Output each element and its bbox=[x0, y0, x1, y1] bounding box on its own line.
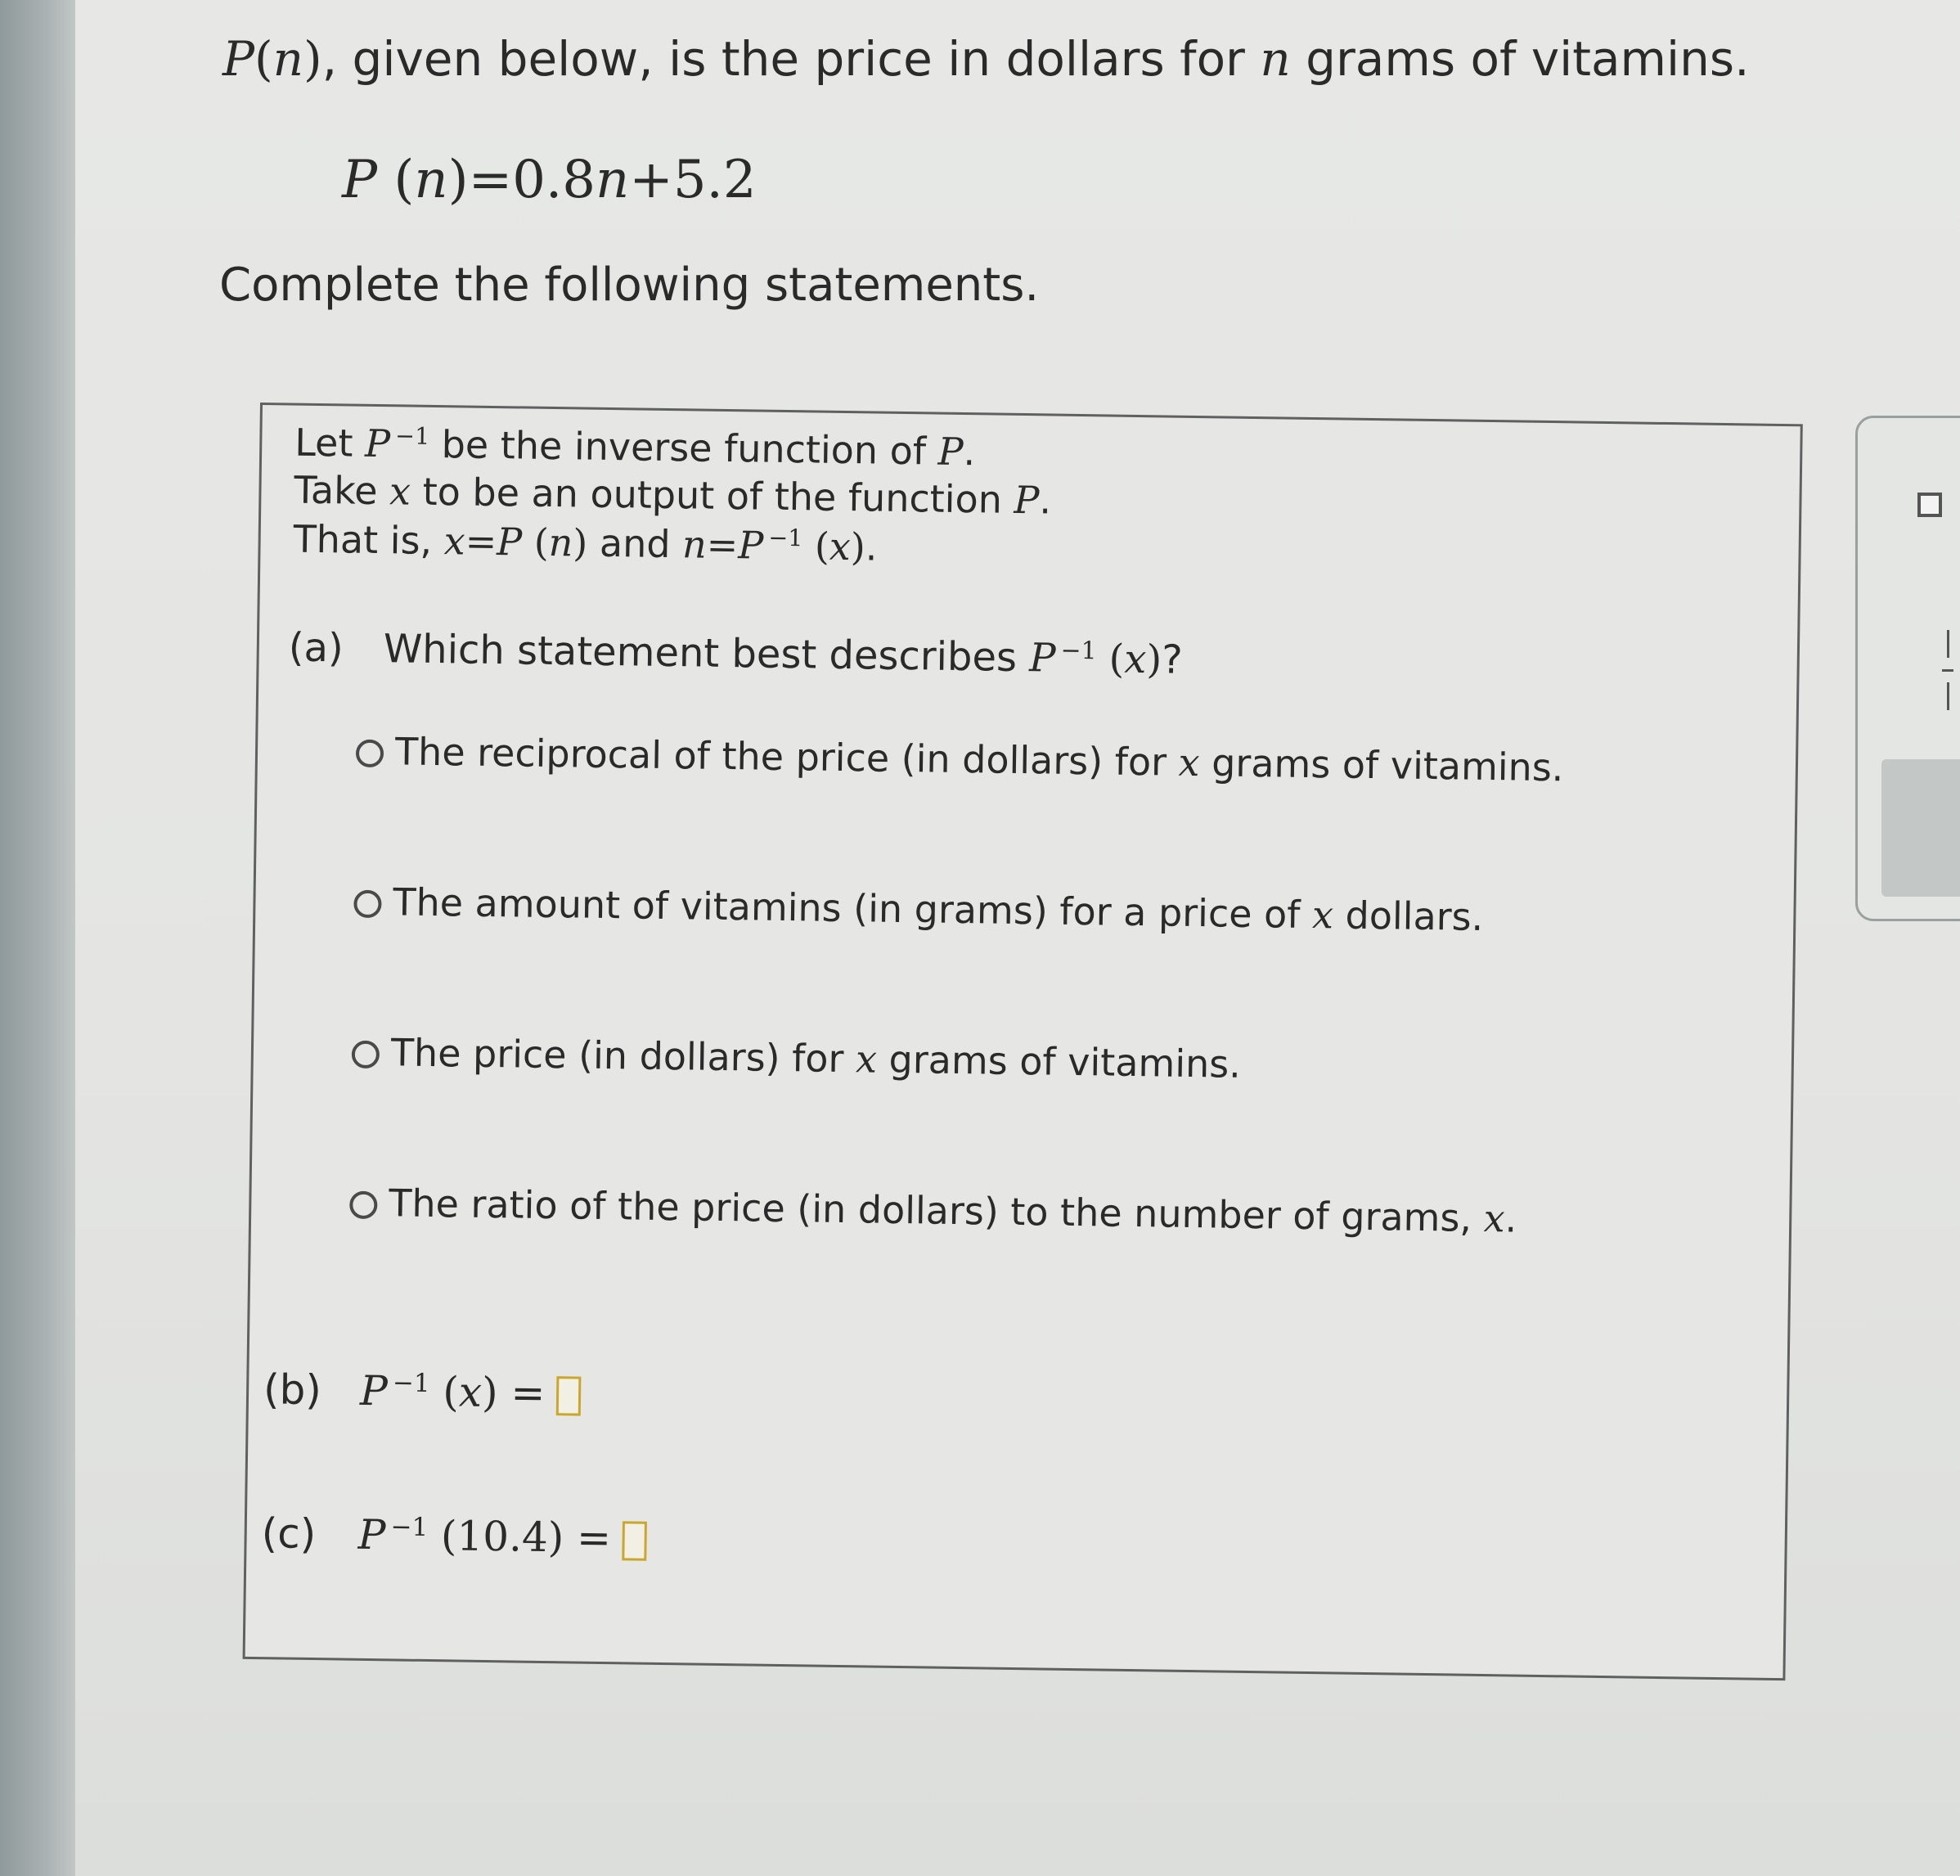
question-a-text: Which statement best describes bbox=[383, 626, 1030, 682]
option-2-pre: The amount of vitamins (in grams) for a price of bbox=[393, 880, 1313, 938]
question-box bbox=[243, 403, 1803, 1680]
formula-rhs-tail: +5.2 bbox=[629, 150, 757, 210]
question-a-qmark: ? bbox=[1161, 637, 1184, 683]
line1-dot: . bbox=[963, 430, 976, 475]
option-2-post: dollars. bbox=[1333, 893, 1484, 939]
line3-x: x bbox=[443, 519, 466, 564]
tool-panel-button[interactable] bbox=[1881, 759, 1960, 897]
option-4-var: x bbox=[1483, 1195, 1505, 1241]
question-a-label: (a) bbox=[288, 624, 344, 672]
radio-button-icon[interactable] bbox=[353, 890, 381, 918]
option-3-var: x bbox=[855, 1037, 878, 1082]
line3-n: n bbox=[548, 520, 573, 565]
part-b-fn: P bbox=[359, 1366, 389, 1415]
price-formula: P (n)=0.8n+5.2 bbox=[342, 150, 757, 210]
line1-post: be the inverse function of bbox=[429, 421, 939, 474]
part-c-arg: 10.4 bbox=[456, 1512, 549, 1562]
intro-fn: P bbox=[223, 31, 255, 87]
question-a-arg: x bbox=[1123, 636, 1147, 683]
line1-fn2: P bbox=[937, 429, 964, 475]
line3-P: P bbox=[496, 520, 523, 565]
option-4-post: . bbox=[1504, 1196, 1517, 1241]
part-c-answer-input[interactable] bbox=[623, 1521, 648, 1560]
left-edge-strip bbox=[0, 0, 75, 1876]
line1-sup: −1 bbox=[394, 422, 430, 451]
option-1-post: grams of vitamins. bbox=[1199, 740, 1564, 790]
line1-fn: P bbox=[364, 421, 391, 466]
radio-button-icon[interactable] bbox=[349, 1191, 377, 1219]
line1-pre: Let bbox=[294, 420, 366, 466]
option-2-var: x bbox=[1311, 893, 1334, 938]
checkbox-icon[interactable] bbox=[1917, 493, 1942, 517]
part-c-fn: P bbox=[357, 1510, 386, 1559]
instruction-text: Complete the following statements. bbox=[219, 259, 1040, 312]
part-b: (b) P $^{-1}$ (x) = bbox=[263, 1365, 582, 1417]
part-b-label: (b) bbox=[263, 1365, 322, 1415]
option-1-pre: The reciprocal of the price (in dollars) for bbox=[394, 729, 1180, 785]
part-c-label: (c) bbox=[261, 1509, 317, 1559]
option-reciprocal[interactable] bbox=[356, 729, 1564, 790]
question-a: (a) Which statement best describes P $^{-1}$ (x)? bbox=[288, 624, 1184, 683]
line3-x2: x bbox=[829, 524, 852, 569]
formula-lhs-fn: P bbox=[342, 150, 378, 210]
line2-mid: to be an output of the function bbox=[410, 469, 1014, 522]
intro-text2: grams of vitamins. bbox=[1290, 31, 1750, 87]
formula-rhs-var: n bbox=[595, 150, 630, 210]
line3-dot: . bbox=[865, 524, 878, 569]
intro-text1: , given below, is the price in dollars for bbox=[321, 31, 1261, 87]
line3-sup: −1 bbox=[768, 524, 803, 552]
fraction-icon[interactable] bbox=[1942, 630, 1952, 712]
line3-P2: P bbox=[737, 523, 764, 568]
option-price[interactable] bbox=[352, 1030, 1242, 1086]
box-line-1 bbox=[294, 421, 976, 475]
line3-eq: = bbox=[465, 519, 497, 565]
option-3-pre: The price (in dollars) for bbox=[390, 1030, 856, 1082]
radio-button-icon[interactable] bbox=[352, 1041, 380, 1068]
line3-and: and bbox=[587, 520, 683, 567]
option-1-var: x bbox=[1178, 740, 1200, 785]
box-line-3: That is, x=P (n) and n=P $^{-1}$ (x). bbox=[293, 516, 878, 569]
question-a-fn: P bbox=[1028, 635, 1056, 682]
option-ratio[interactable] bbox=[349, 1181, 1517, 1241]
part-b-eq: = bbox=[510, 1369, 546, 1417]
line2-fn: P bbox=[1014, 477, 1040, 523]
intro-var: n bbox=[1260, 31, 1291, 87]
line3-n2: n bbox=[681, 522, 708, 567]
problem-intro: P(n), given below, is the price in dollars for n grams of vitamins. bbox=[223, 31, 1750, 87]
option-4-pre: The ratio of the price (in dollars) to the number of grams, bbox=[388, 1181, 1485, 1240]
formula-rhs-eq: =0.8 bbox=[468, 150, 596, 210]
part-b-sup: −1 bbox=[392, 1368, 430, 1398]
radio-button-icon[interactable] bbox=[356, 740, 384, 767]
option-3-post: grams of vitamins. bbox=[876, 1037, 1242, 1086]
part-c: (c) P $^{-1}$ (10.4) = bbox=[261, 1509, 647, 1563]
line3-eq2: = bbox=[706, 522, 739, 568]
option-amount-of-vitamins[interactable] bbox=[353, 880, 1483, 939]
formula-lhs-arg: n bbox=[414, 150, 448, 210]
line2-pre: Take bbox=[294, 467, 390, 514]
part-b-arg: x bbox=[458, 1368, 483, 1416]
intro-arg: n bbox=[272, 31, 304, 87]
part-c-eq: = bbox=[576, 1514, 612, 1563]
line2-var: x bbox=[389, 469, 411, 514]
part-c-sup: −1 bbox=[390, 1512, 429, 1542]
box-line-2 bbox=[294, 468, 1051, 523]
question-a-sup: −1 bbox=[1060, 636, 1097, 665]
part-b-answer-input[interactable] bbox=[556, 1376, 582, 1415]
line2-dot: . bbox=[1039, 478, 1052, 523]
line3-pre: That is, bbox=[293, 516, 445, 564]
